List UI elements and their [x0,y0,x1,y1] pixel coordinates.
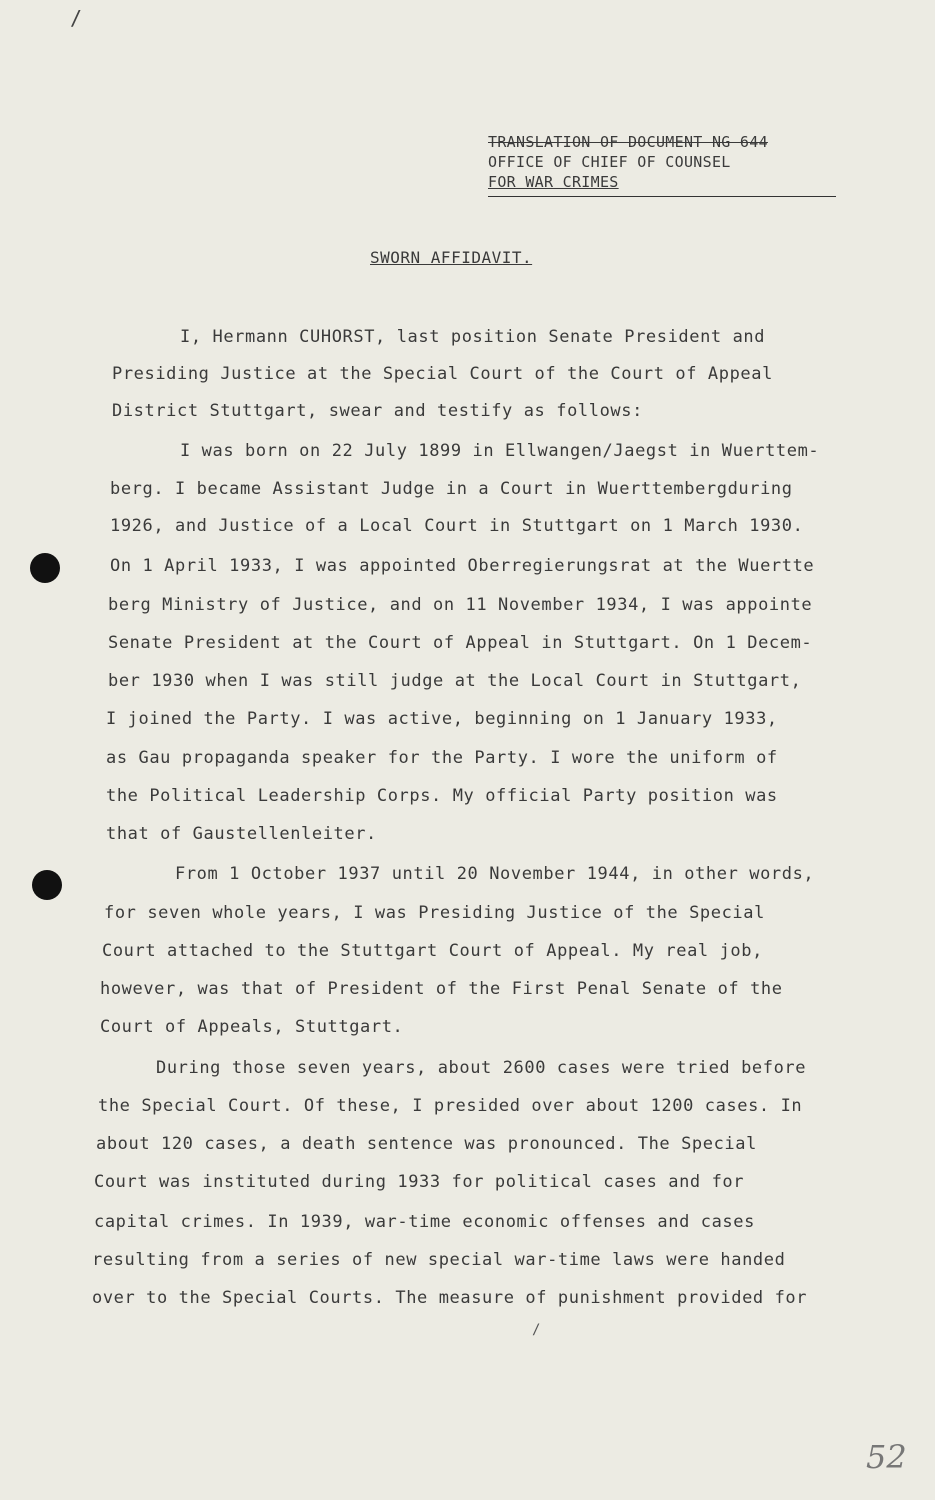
body-line: capital crimes. In 1939, war-time economic offenses and cases [94,1212,755,1232]
body-line: During those seven years, about 2600 cases were tried before [156,1058,807,1078]
body-line: On 1 April 1933, I was appointed Oberregierungsrat at the Wuertte [110,556,815,576]
punch-hole-top [30,553,60,583]
header-line-1: TRANSLATION OF DOCUMENT NG 644 [488,133,768,151]
body-line: berg. I became Assistant Judge in a Court in Wuerttembergduring [110,479,793,499]
body-line: however, was that of President of the First Penal Senate of the [100,979,783,999]
body-line: berg Ministry of Justice, and on 11 November 1934, I was appointe [108,595,813,615]
body-line: Court was instituted during 1933 for political cases and for [94,1172,745,1192]
body-line: that of Gaustellenleiter. [106,824,377,844]
body-line: about 120 cases, a death sentence was pronounced. The Special [96,1134,757,1154]
document-title: SWORN AFFIDAVIT. [370,248,533,267]
body-line: Senate President at the Court of Appeal in Stuttgart. On 1 Decem- [108,633,813,653]
document-header [488,132,836,192]
body-line: Court attached to the Stuttgart Court of Appeal. My real job, [102,941,763,961]
body-line: over to the Special Courts. The measure of punishment provided for [92,1288,808,1308]
punch-hole-bottom [32,870,62,900]
body-line: I joined the Party. I was active, beginning on 1 January 1933, [106,709,778,729]
body-line: I was born on 22 July 1899 in Ellwangen/Jaegst in Wuerttem- [180,441,820,461]
body-line: Court of Appeals, Stuttgart. [100,1017,404,1037]
page-number: 52 [866,1438,907,1476]
stray-pen-mark: / [532,1322,541,1338]
header-rule [488,196,836,197]
body-line: the Political Leadership Corps. My official Party position was [106,786,778,806]
body-line: resulting from a series of new special war-time laws were handed [92,1250,786,1270]
body-line: Presiding Justice at the Special Court of the Court of Appeal [112,364,773,384]
body-line: From 1 October 1937 until 20 November 1944, in other words, [175,864,815,884]
body-line: District Stuttgart, swear and testify as follows: [112,401,643,421]
body-line: for seven whole years, I was Presiding Justice of the Special [104,903,765,923]
body-line: 1926, and Justice of a Local Court in Stuttgart on 1 March 1930. [110,516,804,536]
body-line: as Gau propaganda speaker for the Party. I wore the uniform of [106,748,778,768]
handwritten-tick-mark: / [70,6,83,30]
header-line-3: FOR WAR CRIMES [488,173,619,191]
body-line: ber 1930 when I was still judge at the Local Court in Stuttgart, [108,671,802,691]
body-line: the Special Court. Of these, I presided over about 1200 cases. In [98,1096,803,1116]
header-line-2: OFFICE OF CHIEF OF COUNSEL [488,153,731,171]
body-line: I, Hermann CUHORST, last position Senate President and [180,327,766,347]
